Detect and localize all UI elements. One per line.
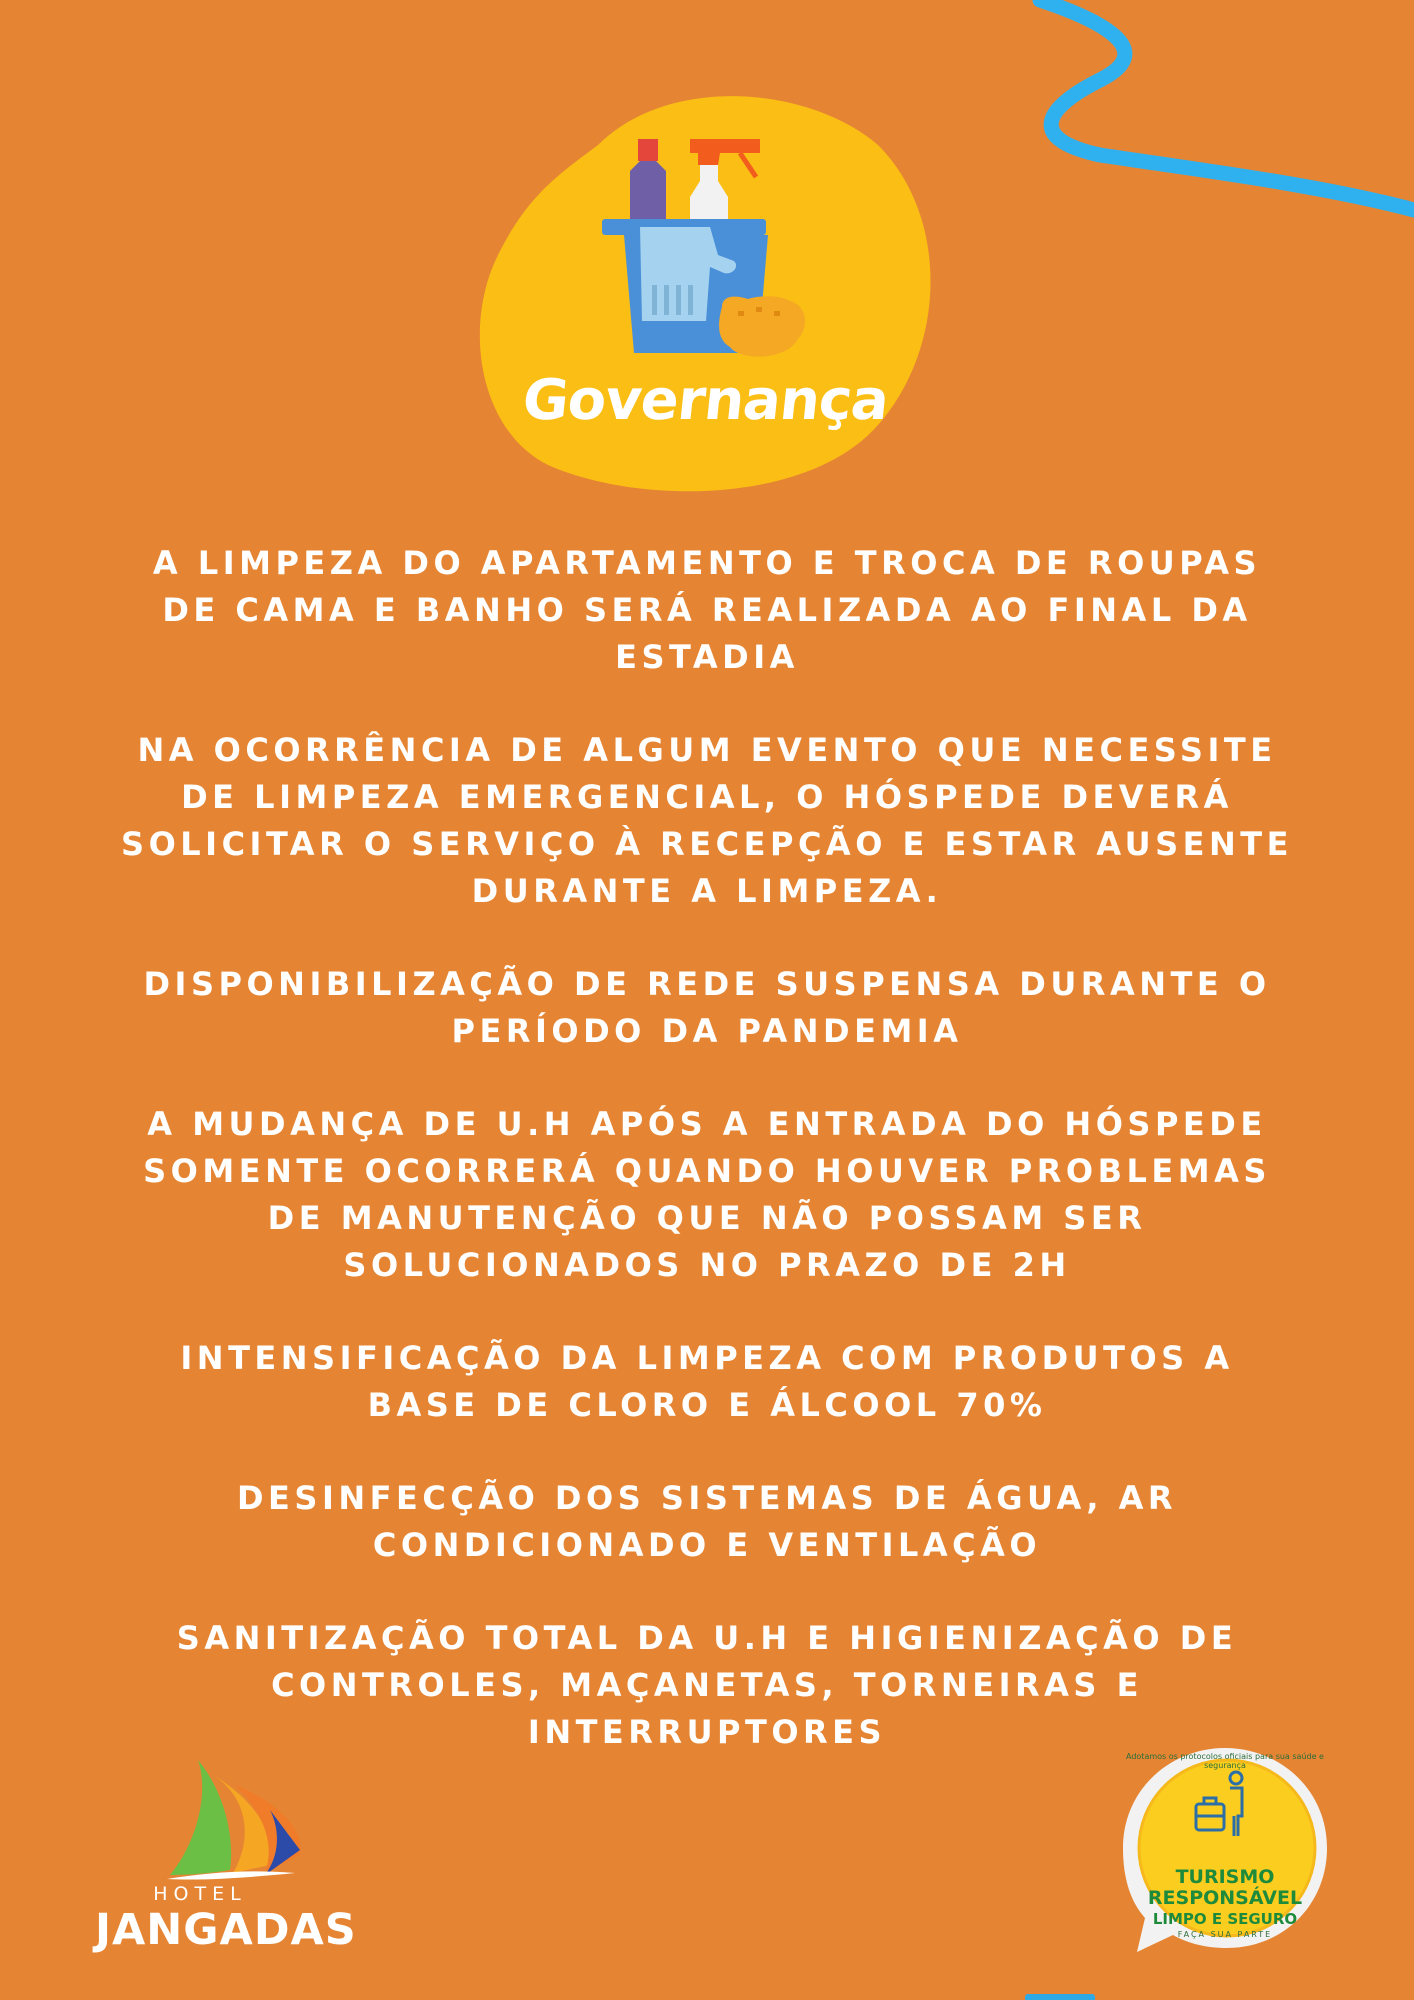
page-title: Governança [519,368,892,433]
seal-ring-text: Adotamos os protocolos oficiais para sua saúde e segurança [1126,1752,1324,1770]
rule-paragraph: DISPONIBILIZAÇÃO DE REDE SUSPENSA DURANTE O PERÍODO DA PANDEMIA [143,965,1271,1050]
cleaning-bucket-icon [600,135,820,365]
governance-rules [120,540,1294,1802]
seal-line-4: FAÇA SUA PARTE [1177,1930,1273,1939]
rule-paragraph: A LIMPEZA DO APARTAMENTO E TROCA DE ROUPAS DE CAMA E BANHO SERÁ REALIZADA AO FINAL DA ESTADIA [152,544,1262,676]
rule-paragraph: SANITIZAÇÃO TOTAL DA U.H E HIGIENIZAÇÃO DE CONTROLES, MAÇANETAS, TORNEIRAS E INTERRUPTORES [176,1619,1238,1751]
rule-paragraph: NA OCORRÊNCIA DE ALGUM EVENTO QUE NECESSITE DE LIMPEZA EMERGENCIAL, O HÓSPEDE DEVERÁ SOLICITAR O SERVIÇO À RECEPÇÃO E ESTAR AUSENTE DURANTE A LIMPEZA. [121,731,1293,910]
seal-line-3: LIMPO E SEGURO [1152,1910,1298,1928]
traveler-luggage-icon [1190,1770,1260,1840]
hotel-logo-name: JANGADAS [95,1905,357,1955]
bottom-blue-strip [1025,1994,1095,2000]
rule-paragraph: A MUDANÇA DE U.H APÓS A ENTRADA DO HÓSPEDE SOMENTE OCORRERÁ QUANDO HOUVER PROBLEMAS DE MANUTENÇÃO QUE NÃO POSSAM SER SOLUCIONADOS NO PRAZO DE 2H [143,1105,1271,1284]
hotel-logo-small: HOTEL [153,1883,247,1905]
rule-paragraph: INTENSIFICAÇÃO DA LIMPEZA COM PRODUTOS A BASE DE CLORO E ÁLCOOL 70% [180,1339,1234,1424]
rule-paragraph: DESINFECÇÃO DOS SISTEMAS DE ÁGUA, AR CONDICIONADO E VENTILAÇÃO [236,1479,1178,1564]
seal-line-2: RESPONSÁVEL [1147,1887,1303,1909]
seal-line-1: TURISMO [1175,1866,1275,1888]
